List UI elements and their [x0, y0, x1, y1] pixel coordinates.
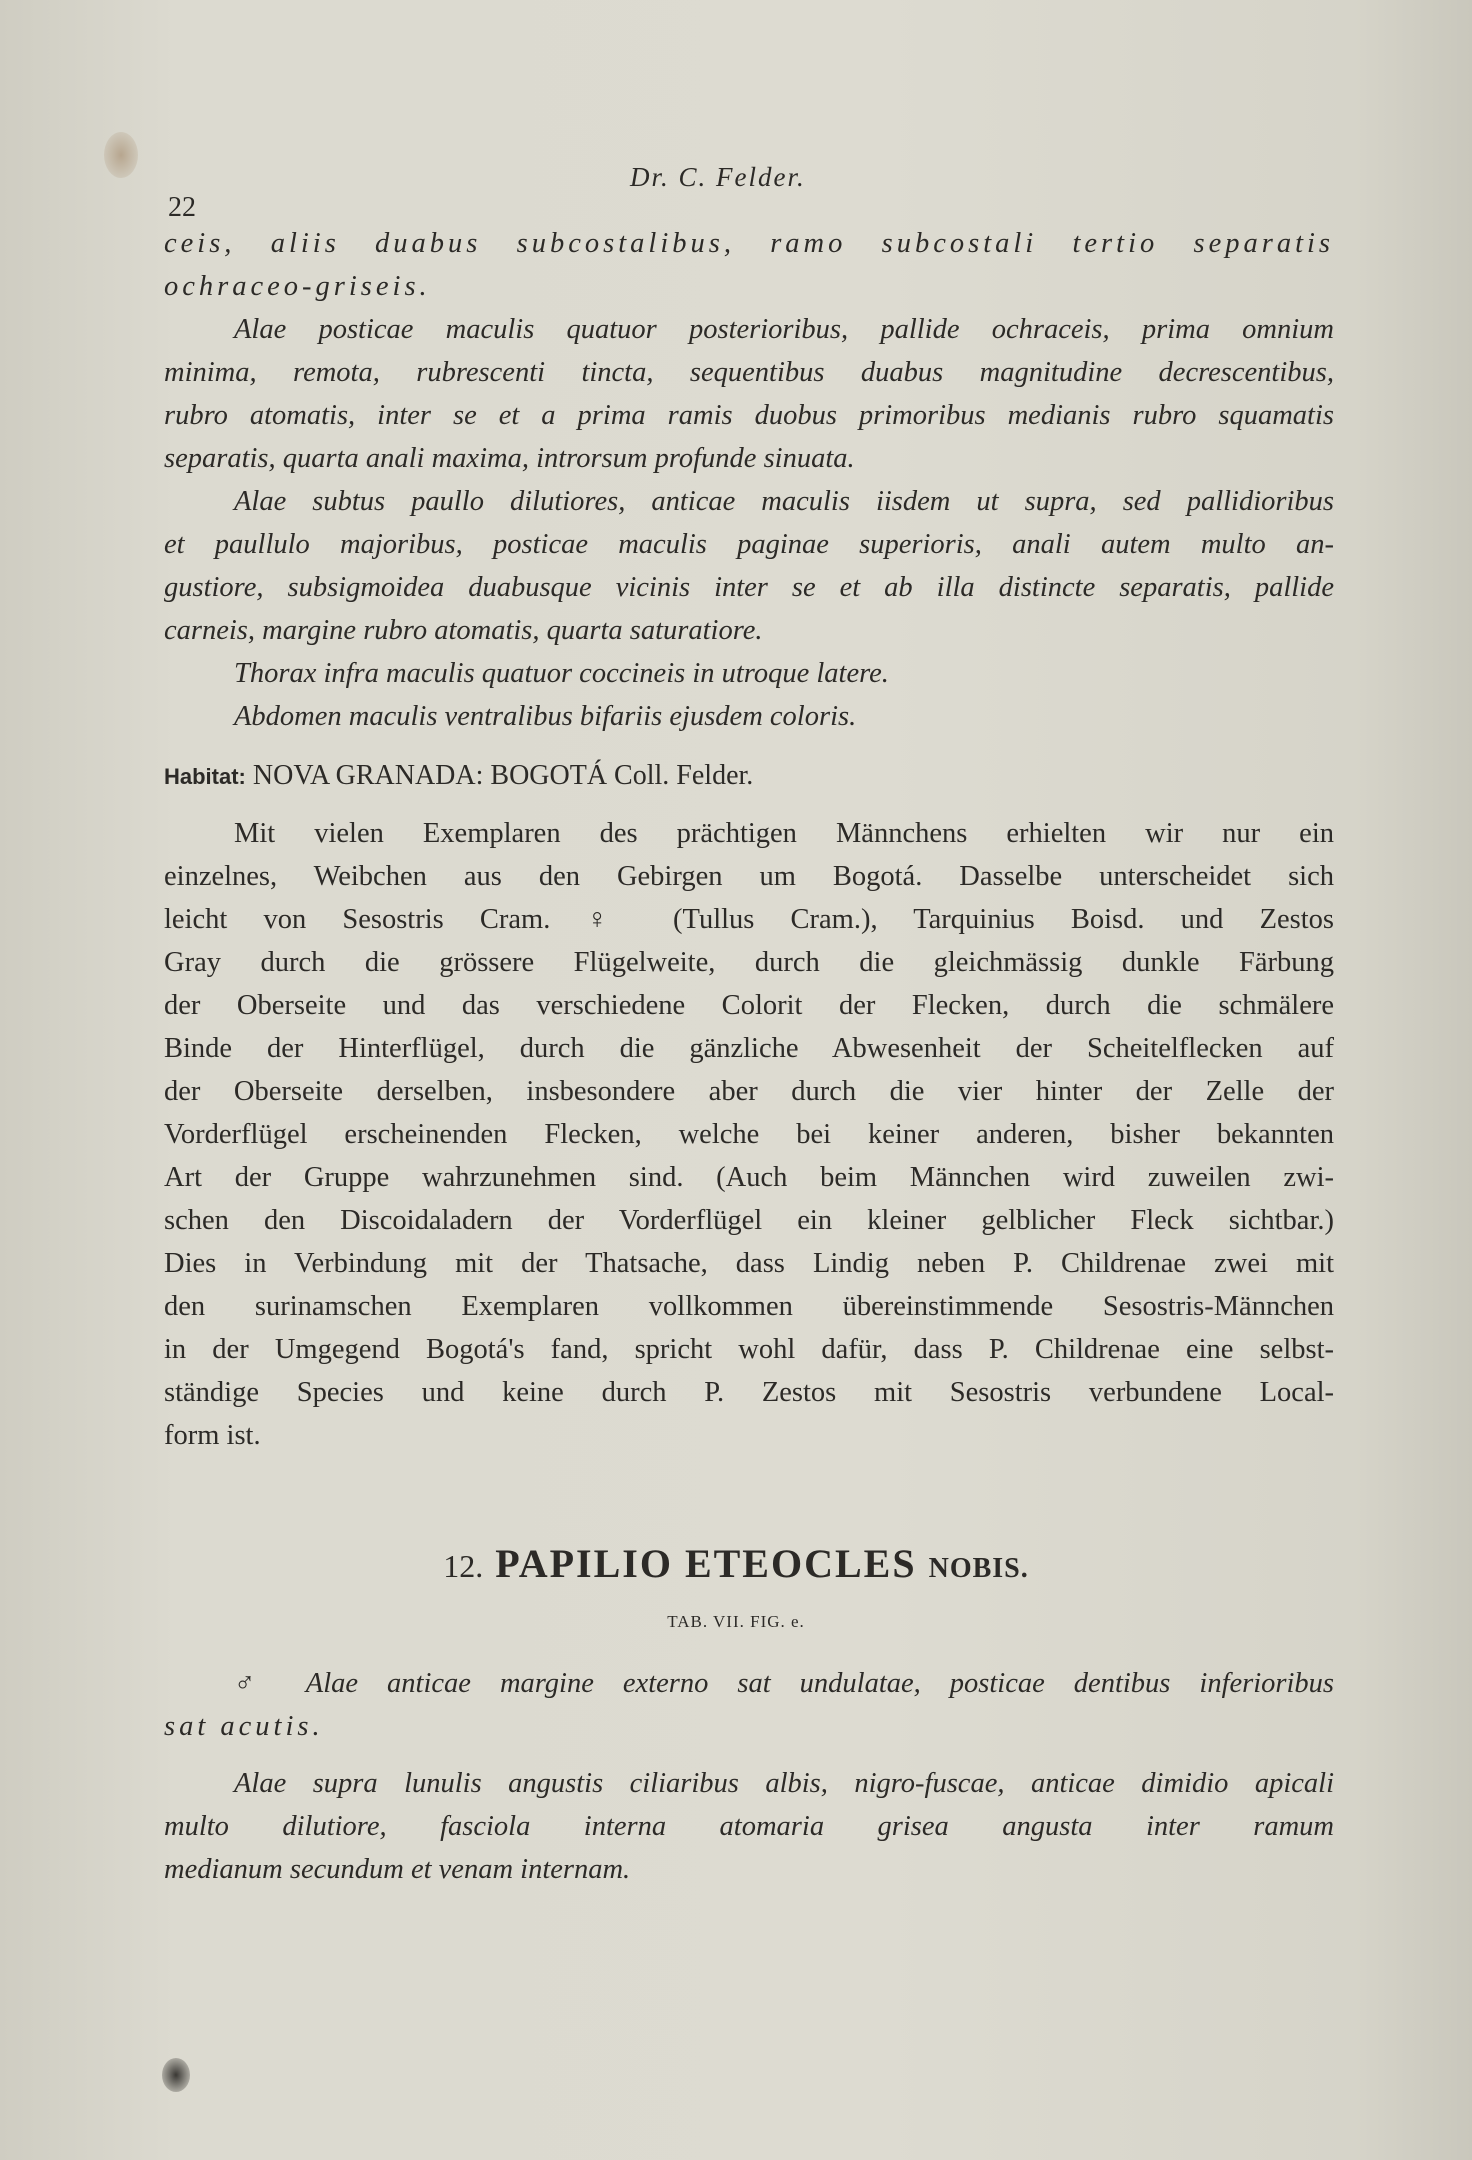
text-line: medianum secundum et venam internam. [164, 1854, 631, 1885]
text-line: separatis, quarta anali maxima, introrsum profunde sinuata. [164, 443, 855, 474]
text-line: Alae supra lunulis angustis ciliaribus albis, nigro-fuscae, anticae dimidio apicali [234, 1768, 1334, 1799]
species-heading [0, 1540, 1472, 1587]
text-line: ♂ Alae anticae margine externo sat undulatae, posticae dentibus inferioribus [234, 1668, 1334, 1699]
text-line: Dies in Verbindung mit der Thatsache, dass Lindig neben P. Childrenae zwei mit [164, 1248, 1334, 1279]
text-line: ochraceo-griseis. [164, 271, 431, 302]
text-line: ständige Species und keine durch P. Zestos mit Sesostris verbundene Local- [164, 1377, 1334, 1408]
species-number: 12. [443, 1548, 484, 1584]
text-line: Binde der Hinterflügel, durch die gänzliche Abwesenheit der Scheitelflecken auf [164, 1033, 1334, 1064]
text-line: carneis, margine rubro atomatis, quarta saturatiore. [164, 615, 763, 646]
ink-blot [162, 2058, 190, 2092]
text-line: rubro atomatis, inter se et a prima ramis duobus primoribus medianis rubro squamatis [164, 400, 1334, 431]
running-head: Dr. C. Felder. [630, 162, 806, 192]
text-line: multo dilutiore, fasciola interna atomaria grisea angusta inter ramum [164, 1811, 1334, 1842]
text-line: Vorderflügel erscheinenden Flecken, welche bei keiner anderen, bisher bekannten [164, 1119, 1334, 1150]
text-line: Art der Gruppe wahrzunehmen sind. (Auch beim Männchen wird zuweilen zwi- [164, 1162, 1334, 1193]
text-line: der Oberseite und das verschiedene Colorit der Flecken, durch die schmälere [164, 990, 1334, 1021]
text-line: Abdomen maculis ventralibus bifariis ejusdem coloris. [234, 701, 857, 732]
text-line: schen den Discoidaladern der Vorderflügel ein kleiner gelblicher Fleck sichtbar.) [164, 1205, 1334, 1236]
text-line: minima, remota, rubrescenti tincta, sequentibus duabus magnitudine decrescentibus, [164, 357, 1334, 388]
text-line: den surinamschen Exemplaren vollkommen übereinstimmende Sesostris-Männchen [164, 1291, 1334, 1322]
text-line: leicht von Sesostris Cram. ♀ (Tullus Cram.), Tarquinius Boisd. und Zestos [164, 904, 1334, 935]
text-line: Mit vielen Exemplaren des prächtigen Männchens erhielten wir nur ein [234, 818, 1334, 849]
text-line: sat acutis. [164, 1711, 324, 1742]
text-line: et paullulo majoribus, posticae maculis paginae superioris, anali autem multo an- [164, 529, 1334, 560]
text-line: Gray durch die grössere Flügelweite, durch die gleichmässig dunkle Färbung [164, 947, 1334, 978]
page-number: 22 [168, 192, 196, 223]
species-author: NOBIS. [928, 1553, 1029, 1584]
habitat-text: NOVA GRANADA: BOGOTÁ Coll. Felder. [252, 760, 754, 791]
german-paragraph [164, 812, 1334, 1457]
plate-reference: TAB. VII. FIG. e. [667, 1612, 805, 1631]
latin-description-bottom [164, 1662, 1334, 1891]
species-name: PAPILIO ETEOCLES [495, 1541, 917, 1586]
text-line: Alae subtus paullo dilutiores, anticae maculis iisdem ut supra, sed pallidioribus [234, 486, 1334, 517]
text-line: gustiore, subsigmoidea duabusque vicinis inter se et ab illa distincte separatis, pallide [164, 572, 1334, 603]
latin-description-top [164, 222, 1334, 738]
text-line: form ist. [164, 1420, 261, 1451]
text-line: in der Umgegend Bogotá's fand, spricht wohl dafür, dass P. Childrenae eine selbst- [164, 1334, 1334, 1365]
stain-mark [104, 132, 138, 178]
habitat-label: Habitat: [164, 764, 246, 789]
text-line: Thorax infra maculis quatuor coccineis in utroque latere. [234, 658, 889, 689]
text-line: der Oberseite derselben, insbesondere aber durch die vier hinter der Zelle der [164, 1076, 1334, 1107]
text-line: Alae posticae maculis quatuor posterioribus, pallide ochraceis, prima omnium [234, 314, 1334, 345]
text-line: einzelnes, Weibchen aus den Gebirgen um Bogotá. Dasselbe unterscheidet sich [164, 861, 1334, 892]
habitat-line [164, 760, 1334, 792]
text-line: ceis, aliis duabus subcostalibus, ramo subcostali tertio separatis [164, 228, 1334, 259]
